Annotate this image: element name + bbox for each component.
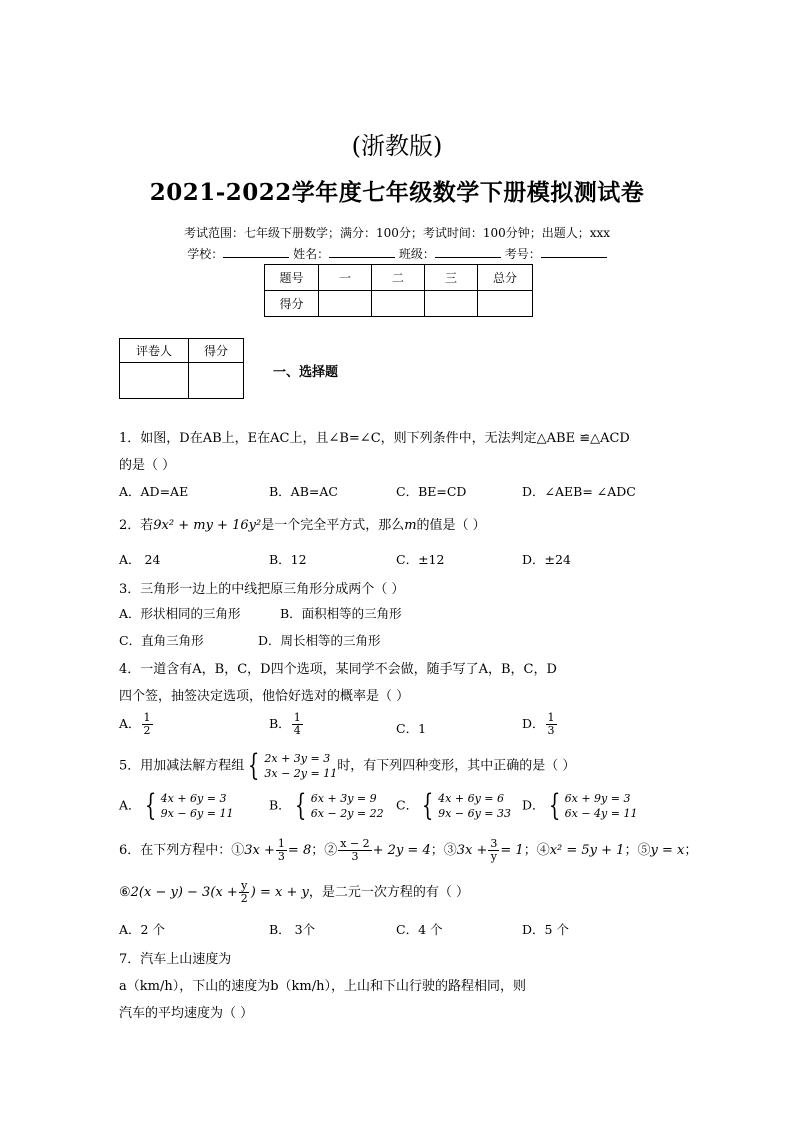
q4-a-fraction	[142, 712, 153, 737]
q6-option-b[interactable]: B． 3个	[269, 922, 316, 937]
q2-option-d[interactable]: D．±24	[522, 552, 571, 567]
q6-option-a[interactable]: A．2 个	[119, 922, 165, 937]
q4-d-numerator: 1	[547, 711, 555, 724]
q4-stem-line1: 4．一道含有A，B，C，D四个选项，某同学不会做，随手写了A，B，C，D	[119, 662, 557, 677]
school-blank[interactable]	[223, 245, 289, 258]
q4-d-label: D．	[522, 716, 545, 731]
q1-option-d[interactable]: D．∠AEB= ∠ADC	[522, 484, 636, 499]
section-title: 一、选择题	[273, 365, 339, 380]
q5-a-system: { 4x + 6y = 3 9x − 6y = 11	[144, 788, 234, 823]
q5-system-eq2: 3x − 2y = 11	[264, 767, 338, 780]
exam-info: 考试范围：七年级下册数学；满分：100分；考试时间：100分钟；出题人；xxx	[183, 226, 611, 240]
grader-header: 得分	[189, 339, 244, 363]
q4-b-fraction	[292, 712, 303, 737]
grader-header: 评卷人	[120, 339, 189, 363]
q5-c-eq1: 4x + 6y = 6	[438, 792, 505, 805]
q6-eq1-fraction	[276, 838, 287, 863]
score-row-label: 得分	[265, 291, 319, 317]
q2-suffix: 的值是（ ）	[416, 518, 486, 533]
q1-option-c[interactable]: C．BE=CD	[396, 484, 467, 499]
q4-b-denominator: 4	[293, 724, 301, 737]
q5-b-system: { 6x + 3y = 9 6x − 2y = 22	[294, 788, 384, 823]
q5-d-system: { 6x + 9y = 3 6x − 4y = 11	[548, 788, 638, 823]
q3-option-a[interactable]: A．形状相同的三角形	[119, 606, 241, 621]
q6-eq1-rest: = 8	[287, 843, 312, 858]
q5-option-b[interactable]	[269, 788, 384, 823]
name-blank[interactable]	[329, 245, 395, 258]
q5-b-eq2: 6x − 2y = 22	[310, 807, 384, 820]
school-label: 学校：	[187, 247, 224, 261]
q6-eq6-part: 2(x − y) − 3(x +	[130, 885, 238, 900]
q3-stem: 3．三角形一边上的中线把原三角形分成两个（ ）	[119, 582, 405, 597]
student-info-line	[0, 245, 794, 262]
q6-eq5: y = x	[650, 843, 685, 858]
grader-cell[interactable]	[189, 363, 244, 399]
q3-option-c[interactable]: C．直角三角形	[119, 633, 204, 648]
q5-a-label: A．	[119, 797, 141, 813]
q6-sep2: ；②	[311, 843, 338, 858]
q5-c-eq2: 9x − 6y = 33	[438, 807, 512, 820]
q6-sep3: ；③	[430, 843, 457, 858]
q6-eq2-fraction	[338, 838, 371, 863]
q6-eq2-den: 3	[351, 850, 359, 863]
q6-eq6-rest: ) = x + y	[250, 885, 309, 900]
q4-b-label: B．	[269, 716, 291, 731]
score-header: 总分	[478, 265, 533, 291]
q4-option-d[interactable]	[522, 712, 558, 737]
class-label: 班级：	[398, 247, 435, 261]
exam-title: 2021-2022学年度七年级数学下册模拟测试卷	[149, 179, 645, 206]
q6-eq1-part: 3x +	[244, 843, 275, 858]
q5-prefix: 5．用加减法解方程组	[119, 758, 245, 774]
q4-d-denominator: 3	[547, 724, 555, 737]
exam-no-blank[interactable]	[541, 245, 607, 258]
grader-table	[119, 338, 244, 399]
q5-b-eq1: 6x + 3y = 9	[310, 792, 377, 805]
q5-suffix: 时，有下列四种变形，其中正确的是（ ）	[337, 758, 576, 774]
q5-option-d[interactable]	[522, 788, 638, 823]
q2-expression: 9x² + my + 16y²	[153, 518, 262, 533]
q6-line2-suffix: ，是二元一次方程的有（ ）	[308, 885, 469, 900]
score-table	[264, 264, 533, 317]
q4-a-numerator: 1	[143, 711, 151, 724]
q2-stem	[119, 514, 486, 533]
q5-d-eq1: 6x + 9y = 3	[564, 792, 631, 805]
class-blank[interactable]	[435, 245, 501, 258]
q5-option-c[interactable]	[396, 788, 512, 823]
name-label: 姓名：	[293, 247, 330, 261]
q5-d-eq2: 6x − 4y = 11	[564, 807, 638, 820]
q6-eq3-num: 3	[490, 837, 498, 850]
q4-a-label: A．	[119, 716, 141, 731]
q6-eq1-num: 1	[277, 837, 285, 850]
q6-eq2-rest: + 2y = 4	[372, 843, 431, 858]
q3-option-d[interactable]: D．周长相等的三角形	[258, 633, 381, 648]
q6-stem-line1	[119, 838, 697, 863]
q2-option-c[interactable]: C．±12	[396, 552, 445, 567]
score-cell[interactable]	[372, 291, 425, 317]
q5-system-eq1: 2x + 3y = 3	[264, 752, 331, 765]
exam-no-label: 考号：	[504, 247, 541, 261]
q6-eq6-fraction	[239, 880, 250, 905]
q4-stem-line2: 四个签，抽签决定选项，他恰好选对的概率是（ ）	[119, 689, 410, 704]
q5-d-label: D．	[522, 797, 545, 813]
score-cell[interactable]	[425, 291, 478, 317]
q1-option-b[interactable]: B．AB=AC	[269, 484, 338, 499]
grader-cell[interactable]	[120, 363, 189, 399]
q2-option-b[interactable]: B．12	[269, 552, 307, 567]
q7-stem-line3: 汽车的平均速度为（ ）	[119, 1006, 254, 1021]
q4-d-fraction	[546, 712, 557, 737]
q2-option-a[interactable]: A． 24	[119, 552, 161, 567]
q6-eq3-den: y	[490, 850, 497, 863]
q4-option-a[interactable]	[119, 712, 154, 737]
q2-prefix: 2．若	[119, 518, 154, 533]
q4-b-numerator: 1	[293, 711, 301, 724]
edition-subtitle: (浙教版)	[351, 132, 443, 160]
q6-sep6: ；	[684, 843, 698, 858]
q5-a-eq2: 9x − 6y = 11	[160, 807, 234, 820]
q6-prefix: 6．在下列方程中：①	[119, 843, 245, 858]
q5-c-label: C．	[396, 797, 419, 813]
q5-a-eq1: 4x + 6y = 3	[160, 792, 227, 805]
q6-eq3-fraction	[488, 838, 499, 863]
q6-sep5: ；⑤	[624, 843, 651, 858]
q6-eq6-num: y	[241, 879, 248, 892]
score-header: 二	[372, 265, 425, 291]
q5-option-a[interactable]	[119, 788, 234, 823]
score-header: 三	[425, 265, 478, 291]
q6-option-d[interactable]: D．5 个	[522, 922, 569, 937]
q7-stem-line2: a（km/h），下山的速度为b（km/h），上山和下山行驶的路程相同，则	[119, 979, 526, 994]
q6-eq4: x² = 5y + 1	[549, 843, 625, 858]
score-cell[interactable]	[319, 291, 372, 317]
q1-stem-line1: 1．如图，D在AB上，E在AC上，且∠B=∠C，则下列条件中，无法判定△ABE ≌△ACD	[119, 431, 630, 446]
score-header: 一	[319, 265, 372, 291]
q1-option-a[interactable]: A．AD=AE	[119, 484, 189, 499]
q6-eq2-num: x − 2	[340, 837, 370, 850]
q6-eq6-den: 2	[240, 892, 248, 905]
q4-option-c[interactable]: C．1	[396, 721, 427, 736]
q6-eq3-rest: = 1	[500, 843, 524, 858]
q5-b-label: B．	[269, 797, 291, 813]
q6-stem-line2	[119, 880, 469, 905]
q6-eq1-den: 3	[277, 850, 285, 863]
q6-option-c[interactable]: C．4 个	[396, 922, 443, 937]
q6-eq3-part: 3x +	[456, 843, 488, 858]
q4-a-denominator: 2	[143, 724, 151, 737]
q4-option-b[interactable]	[269, 712, 304, 737]
q6-line2-prefix: ⑥	[119, 885, 131, 900]
q2-middle: 是一个完全平方式，那么	[261, 518, 405, 533]
q2-variable: m	[404, 518, 417, 533]
score-header: 题号	[265, 265, 319, 291]
q7-stem-line1: 7．汽车上山速度为	[119, 952, 232, 967]
q5-stem	[119, 748, 576, 783]
q6-sep4: ；④	[523, 843, 550, 858]
q5-c-system: { 4x + 6y = 6 9x − 6y = 33	[421, 788, 512, 823]
score-cell[interactable]	[478, 291, 533, 317]
q5-system: { 2x + 3y = 3 3x − 2y = 11	[248, 748, 338, 783]
q1-stem-line2: 的是（ ）	[119, 458, 176, 473]
q3-option-b[interactable]: B．面积相等的三角形	[280, 606, 402, 621]
